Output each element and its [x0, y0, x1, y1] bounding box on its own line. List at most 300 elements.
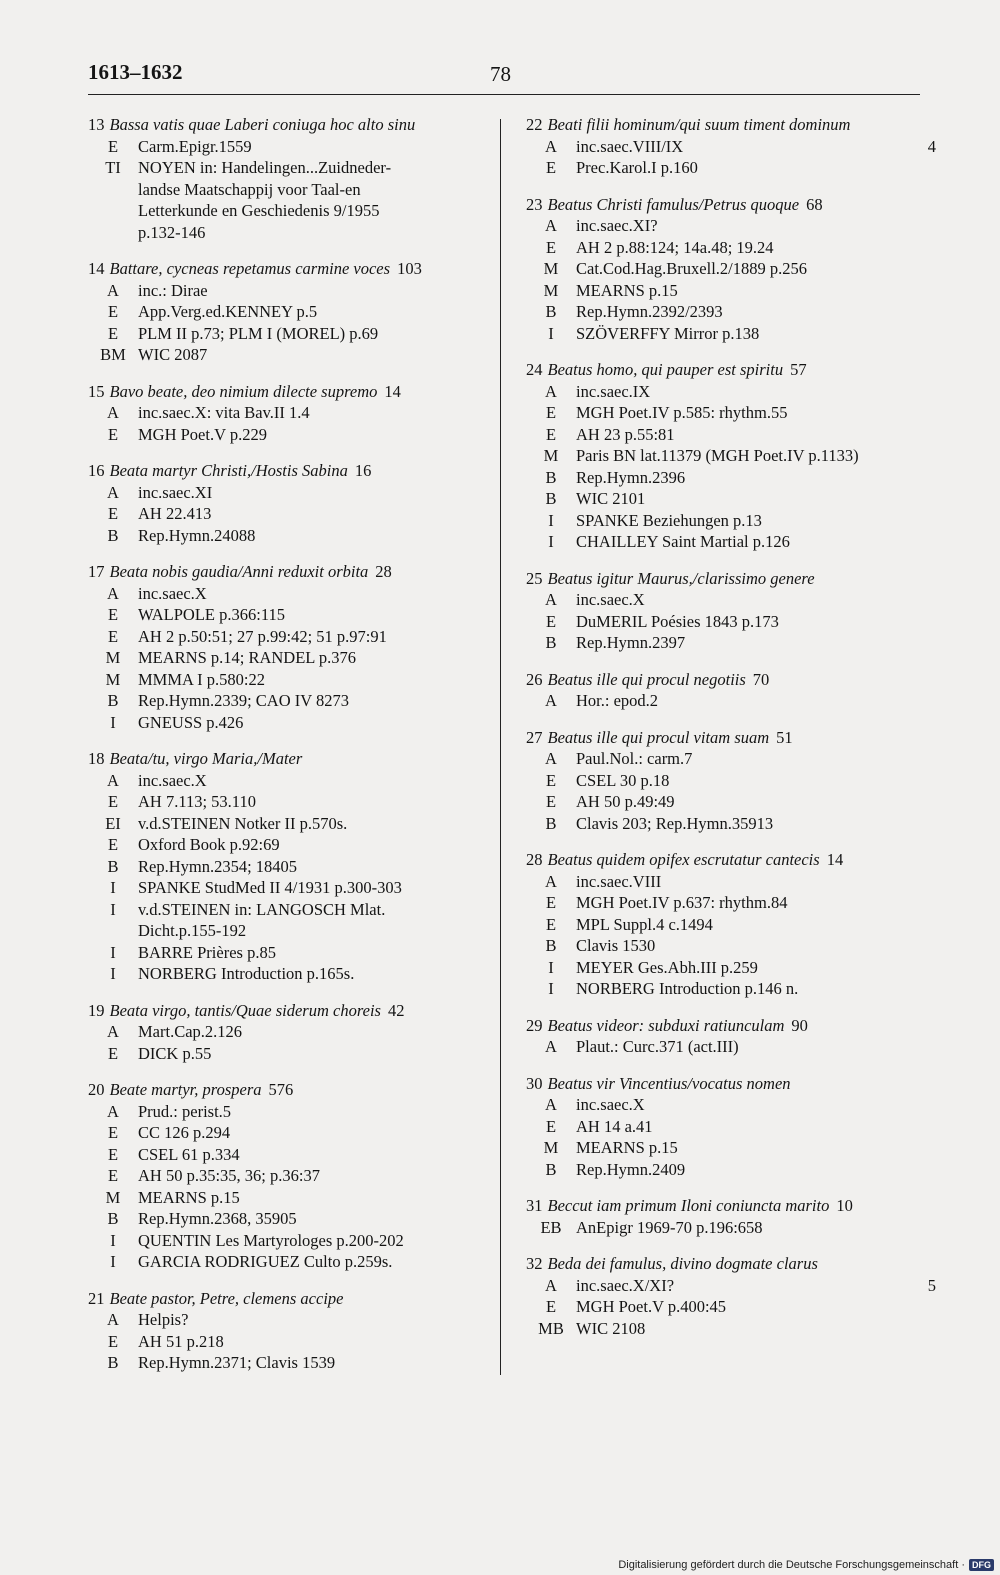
reference-siglum: M: [543, 259, 559, 278]
footer-credit: [618, 1559, 994, 1571]
verse-count: 16: [354, 461, 372, 480]
reference-text: MEYER Ges.Abh.III p.259: [576, 957, 758, 977]
reference-text: AH 14 a.41: [576, 1116, 653, 1136]
reference-line: [88, 301, 488, 323]
entry-incipit: Beatus ille qui procul vitam suam: [547, 727, 770, 747]
reference-siglum: E: [107, 424, 119, 444]
reference-line: [526, 690, 936, 712]
reference-text: NORBERG Introduction p.146 n.: [576, 979, 799, 998]
reference-siglum: [88, 222, 138, 244]
reference-line: [526, 1094, 936, 1116]
reference-siglum: M: [543, 446, 559, 465]
reference-siglum: I: [548, 510, 554, 530]
reference-line: [526, 1159, 936, 1181]
entry-incipit: Beata martyr Christi,/Hostis Sabina: [109, 461, 348, 480]
entry-number: 20: [88, 1080, 105, 1099]
reference-text: WIC 2101: [576, 489, 646, 508]
reference-siglum: I: [548, 323, 554, 343]
reference-line: [88, 856, 488, 878]
reference-text: NORBERG Introduction p.165s.: [138, 964, 355, 983]
entry: [88, 114, 488, 243]
reference-line: [88, 583, 488, 605]
reference-line: [88, 1187, 488, 1209]
reference-line: [526, 611, 936, 633]
reference-siglum: E: [107, 1123, 119, 1142]
reference-text: BARRE Prières p.85: [138, 942, 276, 962]
entry-heading: [88, 258, 488, 280]
reference-count: 5: [927, 1275, 936, 1295]
reference-line: [88, 1208, 488, 1230]
entry: [88, 1079, 488, 1273]
entry-number: 17: [88, 562, 105, 581]
reference-line: [526, 892, 936, 914]
reference-text: CC 126 p.294: [138, 1123, 231, 1142]
reference-line: [88, 626, 488, 648]
reference-line: [526, 301, 936, 323]
verse-count: 42: [387, 1000, 405, 1020]
reference-text: Rep.Hymn.2371; Clavis 1539: [138, 1353, 336, 1372]
reference-line: [526, 467, 936, 489]
reference-siglum: B: [107, 1353, 119, 1372]
entry-incipit: Bassa vatis quae Laberi coniuga hoc alto sinu: [109, 115, 416, 134]
entry-number: 31: [526, 1196, 543, 1215]
reference-siglum: A: [107, 1022, 119, 1041]
entry: [88, 1000, 488, 1065]
reference-line: [88, 1144, 488, 1166]
reference-siglum: A: [107, 770, 119, 790]
reference-text: Rep.Hymn.2354; 18405: [138, 856, 298, 876]
entry: [526, 194, 936, 345]
entry-incipit: Beatus Christi famulus/Petrus quoque: [547, 194, 800, 214]
reference-line: [526, 258, 936, 280]
entry: [526, 727, 936, 835]
reference-text: AH 2 p.88:124; 14a.48; 19.24: [576, 237, 774, 257]
reference-line: [88, 712, 488, 734]
entry-heading: [526, 1073, 936, 1095]
reference-siglum: A: [107, 583, 119, 603]
reference-text: Clavis 1530: [576, 936, 656, 955]
reference-siglum: I: [548, 957, 554, 977]
verse-count: 57: [790, 360, 807, 379]
reference-text: inc.saec.XI: [138, 482, 213, 502]
reference-siglum: I: [110, 1230, 116, 1250]
reference-line: [88, 834, 488, 856]
reference-siglum: E: [545, 158, 557, 177]
reference-text: DICK p.55: [138, 1043, 212, 1063]
reference-siglum: E: [107, 136, 119, 156]
reference-siglum: E: [107, 835, 119, 854]
reference-text: Dicht.p.155-192: [138, 921, 247, 940]
reference-line: [88, 323, 488, 345]
reference-line: [88, 424, 488, 446]
reference-siglum: E: [107, 1166, 119, 1185]
reference-line: [88, 1101, 488, 1123]
reference-line: [526, 280, 936, 302]
reference-siglum: A: [545, 1275, 557, 1295]
reference-line: [526, 871, 936, 893]
entry: [526, 1073, 936, 1181]
reference-siglum: EB: [540, 1217, 562, 1237]
reference-text: Hor.: epod.2: [576, 691, 659, 710]
reference-text: QUENTIN Les Martyrologes p.200-202: [138, 1230, 404, 1250]
reference-siglum: A: [545, 381, 557, 401]
reference-text: Paul.Nol.: carm.7: [576, 749, 693, 768]
reference-line: [526, 136, 936, 158]
reference-text: inc.saec.XI?: [576, 216, 658, 235]
reference-siglum: E: [107, 1331, 119, 1351]
entry-incipit: Beatus ille qui procul negotiis: [547, 669, 746, 689]
entry-number: 22: [526, 115, 543, 134]
verse-count: 14: [826, 850, 844, 869]
page-number: 78: [490, 62, 511, 86]
reference-siglum: M: [543, 280, 559, 300]
reference-text: inc.saec.X: [576, 590, 645, 609]
verse-count: 576: [268, 1080, 294, 1099]
entry-number: 28: [526, 850, 543, 869]
reference-siglum: E: [107, 605, 119, 624]
reference-line: [526, 1116, 936, 1138]
reference-siglum: A: [107, 280, 119, 300]
reference-text: SZÖVERFFY Mirror p.138: [576, 323, 760, 343]
reference-line: [88, 280, 488, 302]
entry-incipit: Beccut iam primum Iloni coniuncta marito: [547, 1196, 830, 1215]
verse-count: 14: [384, 381, 401, 401]
entry: [526, 669, 936, 712]
entry-incipit: Beatus quidem opifex escrutatur cantecis: [547, 850, 820, 869]
reference-text: inc.saec.IX: [576, 381, 651, 401]
entry-heading: [88, 381, 488, 403]
reference-line: [526, 791, 936, 813]
verse-count: 90: [791, 1015, 808, 1035]
entry: [88, 561, 488, 733]
reference-siglum: E: [545, 1116, 557, 1136]
entry-heading: [526, 1253, 936, 1275]
reference-text: Rep.Hymn.2409: [576, 1159, 686, 1179]
reference-line: [526, 1137, 936, 1159]
entry-heading: [88, 748, 488, 770]
dfg-logo: DFG: [969, 1559, 994, 1571]
reference-text: App.Verg.ed.KENNEY p.5: [138, 302, 318, 321]
reference-line: [88, 1021, 488, 1043]
reference-line: [526, 488, 936, 510]
reference-siglum: I: [110, 712, 116, 732]
reference-line: [88, 647, 488, 669]
reference-text: WALPOLE p.366:115: [138, 605, 285, 624]
entry-heading: [526, 114, 936, 136]
reference-siglum: M: [105, 669, 121, 689]
reference-siglum: EI: [105, 813, 121, 833]
reference-siglum: B: [545, 936, 557, 955]
reference-siglum: B: [107, 1209, 119, 1228]
reference-text: CSEL 61 p.334: [138, 1144, 240, 1164]
reference-siglum: B: [107, 525, 119, 545]
reference-line: [88, 1165, 488, 1187]
reference-siglum: BM: [100, 345, 126, 364]
reference-line: [526, 323, 936, 345]
entry-number: 19: [88, 1000, 105, 1020]
reference-siglum: A: [545, 216, 557, 235]
entry-incipit: Battare, cycneas repetamus carmine voces: [109, 259, 391, 278]
reference-text: Rep.Hymn.2339; CAO IV 8273: [138, 691, 349, 710]
reference-siglum: M: [543, 1138, 559, 1157]
reference-siglum: E: [545, 914, 557, 934]
reference-line: [526, 424, 936, 446]
reference-siglum: B: [545, 302, 557, 321]
reference-siglum: E: [545, 424, 557, 444]
reference-text: MGH Poet.V p.229: [138, 424, 267, 444]
reference-line: [88, 877, 488, 899]
reference-text: Helpis?: [138, 1310, 189, 1329]
reference-text: Oxford Book p.92:69: [138, 835, 280, 854]
reference-line: [526, 381, 936, 403]
reference-line: [88, 1230, 488, 1252]
reference-text: AnEpigr 1969-70 p.196:658: [576, 1217, 763, 1237]
reference-line: [526, 157, 936, 179]
reference-text: Rep.Hymn.2392/2393: [576, 302, 723, 321]
reference-count: 4: [927, 136, 936, 156]
reference-siglum: B: [545, 633, 557, 652]
reference-siglum: I: [110, 942, 116, 962]
reference-siglum: E: [107, 302, 119, 321]
reference-line: [526, 770, 936, 792]
entry-incipit: Beata virgo, tantis/Quae siderum choreis: [109, 1000, 381, 1020]
reference-text: Cat.Cod.Hag.Bruxell.2/1889 p.256: [576, 259, 807, 278]
entry-number: 14: [88, 259, 105, 278]
reference-siglum: B: [545, 813, 557, 833]
verse-count: 28: [375, 562, 392, 581]
reference-line: [88, 1122, 488, 1144]
entry: [526, 359, 936, 553]
reference-line: [88, 669, 488, 691]
reference-siglum: E: [107, 792, 119, 811]
reference-text: AH 50 p.49:49: [576, 792, 675, 811]
reference-line: [88, 899, 488, 921]
reference-siglum: MB: [538, 1318, 564, 1338]
reference-line: [88, 503, 488, 525]
verse-count: 103: [397, 259, 422, 278]
reference-siglum: I: [548, 532, 554, 551]
reference-line: [88, 770, 488, 792]
reference-text: inc.saec.X: [138, 770, 207, 790]
entry-number: 13: [88, 115, 105, 134]
reference-siglum: A: [545, 691, 557, 710]
reference-siglum: E: [107, 504, 119, 523]
reference-text: p.132-146: [138, 222, 206, 242]
reference-line: [88, 604, 488, 626]
reference-line: [526, 1296, 936, 1318]
reference-line: [526, 402, 936, 424]
reference-siglum: A: [545, 871, 557, 891]
reference-text: AH 2 p.50:51; 27 p.99:42; 51 p.97:91: [138, 626, 387, 646]
reference-line: [526, 215, 936, 237]
reference-text: AH 23 p.55:81: [576, 424, 675, 444]
reference-line: [526, 914, 936, 936]
reference-text: MPL Suppl.4 c.1494: [576, 914, 713, 934]
reference-text: Letterkunde en Geschiedenis 9/1955: [138, 201, 380, 220]
reference-text: MGH Poet.V p.400:45: [576, 1297, 727, 1316]
reference-text: NOYEN in: Handelingen...Zuidneder-: [138, 158, 392, 177]
reference-line: [88, 813, 488, 835]
reference-siglum: B: [545, 467, 557, 487]
reference-text: Mart.Cap.2.126: [138, 1022, 243, 1041]
entry: [88, 381, 488, 446]
reference-siglum: A: [107, 1310, 119, 1329]
reference-siglum: E: [545, 770, 557, 790]
reference-line: [526, 510, 936, 532]
reference-line: [526, 1275, 936, 1297]
reference-text: MEARNS p.15: [576, 280, 678, 300]
page-header: [88, 58, 920, 95]
entry: [88, 258, 488, 366]
entry: [526, 568, 936, 654]
reference-text: MEARNS p.14; RANDEL p.376: [138, 648, 357, 667]
reference-text: MGH Poet.IV p.585: rhythm.55: [576, 403, 788, 422]
reference-text: DuMERIL Poésies 1843 p.173: [576, 611, 779, 631]
reference-text: landse Maatschappij voor Taal-en: [138, 179, 361, 199]
reference-line: [88, 1043, 488, 1065]
entry-heading: [88, 114, 488, 136]
reference-text: inc.saec.X: [138, 583, 207, 603]
entry-heading: [88, 1288, 488, 1310]
entry-number: 24: [526, 360, 543, 379]
verse-count: 51: [776, 727, 793, 747]
entry-heading: [526, 568, 936, 590]
entry-incipit: Beati filii hominum/qui suum timent dominum: [547, 115, 851, 134]
entry-number: 18: [88, 749, 105, 768]
reference-line: [526, 748, 936, 770]
reference-siglum: [88, 920, 138, 942]
reference-text: GNEUSS p.426: [138, 712, 244, 732]
reference-line: [88, 1352, 488, 1374]
reference-siglum: E: [107, 626, 119, 646]
reference-siglum: A: [545, 749, 557, 768]
reference-siglum: M: [105, 1187, 121, 1207]
reference-line: [88, 1309, 488, 1331]
reference-text: inc.: Dirae: [138, 280, 208, 300]
reference-text: v.d.STEINEN Notker II p.570s.: [138, 813, 348, 833]
reference-line: [88, 482, 488, 504]
reference-line: [526, 1217, 936, 1239]
entry-range: 1613–1632: [88, 60, 183, 84]
entry-incipit: Beda dei famulus, divino dogmate clarus: [547, 1254, 818, 1273]
reference-text: GARCIA RODRIGUEZ Culto p.259s.: [138, 1252, 393, 1271]
reference-siglum: I: [548, 979, 554, 998]
reference-siglum: B: [545, 1159, 557, 1179]
entry-heading: [88, 1079, 488, 1101]
entry: [526, 1195, 936, 1238]
reference-line: [88, 791, 488, 813]
reference-line: [526, 531, 936, 553]
reference-text: Rep.Hymn.2397: [576, 633, 686, 652]
entry: [526, 1015, 936, 1058]
reference-siglum: I: [110, 899, 116, 919]
reference-text: MEARNS p.15: [138, 1187, 240, 1207]
reference-siglum: A: [545, 1095, 557, 1114]
reference-text: Carm.Epigr.1559: [138, 136, 252, 156]
verse-count: 70: [752, 669, 770, 689]
entry-heading: [526, 669, 936, 691]
entry-incipit: Bavo beate, deo nimium dilecte supremo: [109, 381, 378, 401]
reference-siglum: I: [110, 964, 116, 983]
entry: [88, 460, 488, 546]
entry-incipit: Beate pastor, Petre, clemens accipe: [109, 1288, 344, 1308]
reference-text: AH 7.113; 53.110: [138, 792, 256, 811]
entry-number: 29: [526, 1015, 543, 1035]
entry-incipit: Beatus homo, qui pauper est spiritu: [547, 360, 784, 379]
reference-siglum: E: [107, 323, 119, 343]
column-divider: [500, 119, 501, 1375]
reference-text: AH 22.413: [138, 504, 212, 523]
reference-siglum: A: [545, 1037, 557, 1056]
reference-text: Plaut.: Curc.371 (act.III): [576, 1037, 739, 1056]
reference-siglum: A: [545, 136, 557, 156]
reference-text: SPANKE Beziehungen p.13: [576, 510, 762, 530]
reference-text: CSEL 30 p.18: [576, 770, 670, 790]
entry-number: 30: [526, 1073, 543, 1093]
reference-text: PLM II p.73; PLM I (MOREL) p.69: [138, 323, 379, 343]
reference-siglum: [88, 179, 138, 201]
reference-text: WIC 2108: [576, 1318, 646, 1338]
reference-text: Rep.Hymn.2368, 35905: [138, 1209, 297, 1228]
reference-line: [88, 200, 488, 222]
reference-text: SPANKE StudMed II 4/1931 p.300-303: [138, 878, 402, 897]
reference-line: [88, 920, 488, 942]
reference-siglum: B: [107, 691, 119, 710]
entry: [88, 1288, 488, 1374]
reference-line: [88, 525, 488, 547]
footer-credit-text: Digitalisierung gefördert durch die Deutsche Forschungsgemeinschaft ·: [618, 1559, 965, 1571]
reference-line: [526, 957, 936, 979]
verse-count: 10: [836, 1196, 853, 1215]
reference-line: [526, 978, 936, 1000]
reference-line: [526, 935, 936, 957]
reference-text: Clavis 203; Rep.Hymn.35913: [576, 813, 774, 833]
reference-line: [88, 963, 488, 985]
reference-siglum: B: [545, 489, 557, 508]
reference-siglum: B: [107, 856, 119, 876]
verse-count: 68: [806, 194, 823, 214]
reference-siglum: M: [105, 648, 121, 667]
reference-siglum: [88, 200, 138, 222]
reference-line: [526, 1318, 936, 1340]
reference-line: [526, 445, 936, 467]
reference-siglum: A: [545, 590, 557, 609]
reference-text: CHAILLEY Saint Martial p.126: [576, 532, 790, 551]
entry-incipit: Beata nobis gaudia/Anni reduxit orbita: [109, 562, 369, 581]
reference-siglum: I: [110, 878, 116, 897]
entry: [88, 748, 488, 985]
reference-line: [88, 1251, 488, 1273]
reference-siglum: E: [545, 893, 557, 912]
reference-siglum: A: [107, 482, 119, 502]
entry-heading: [526, 1015, 936, 1037]
reference-line: [88, 222, 488, 244]
left-column: [88, 114, 488, 1389]
entry-heading: [526, 849, 936, 871]
reference-text: AH 50 p.35:35, 36; p.36:37: [138, 1166, 320, 1185]
reference-line: [88, 344, 488, 366]
reference-text: inc.saec.VIII: [576, 871, 662, 891]
reference-line: [88, 690, 488, 712]
reference-line: [88, 136, 488, 158]
reference-siglum: E: [545, 403, 557, 422]
reference-text: MMMA I p.580:22: [138, 669, 265, 689]
entry-heading: [88, 561, 488, 583]
reference-text: Rep.Hymn.24088: [138, 525, 256, 545]
entry-heading: [526, 194, 936, 216]
reference-line: [88, 402, 488, 424]
entry-incipit: Beatus videor: subduxi ratiunculam: [547, 1015, 785, 1035]
